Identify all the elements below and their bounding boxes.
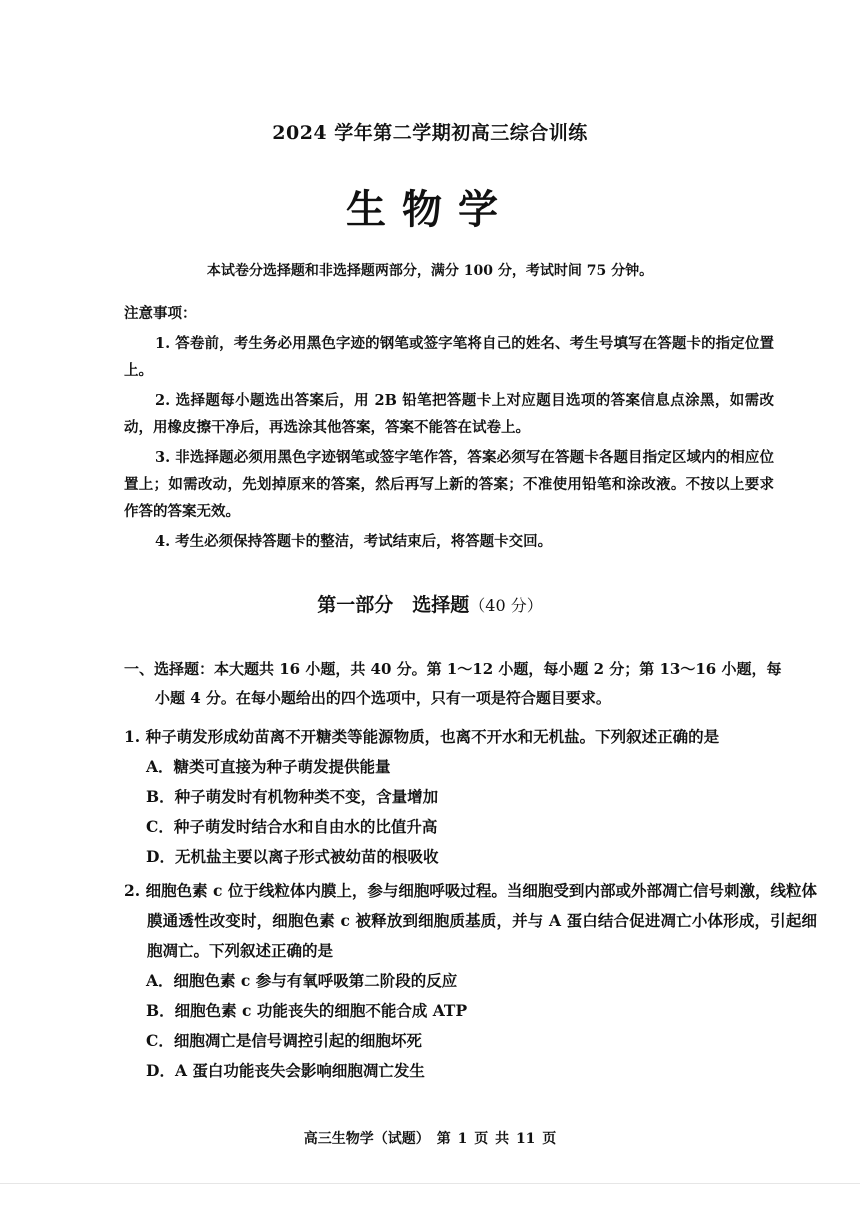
exam-info: 本试卷分选择题和非选择题两部分，满分 100 分，考试时间 75 分钟。 — [206, 263, 654, 279]
part-title — [0, 590, 860, 617]
question-option-a: A．细胞色素 c 参与有氧呼吸第二阶段的反应 — [146, 971, 458, 990]
part-points: （40 分） — [469, 596, 543, 615]
question-option-d: D．A 蛋白功能丧失会影响细胞凋亡发生 — [146, 1061, 425, 1080]
page-footer: 高三生物学（试题） 第 1 页 共 11 页 — [303, 1131, 557, 1147]
notice-item-4: 4. 考生必须保持答题卡的整洁，考试结束后，将答题卡交回。 — [155, 533, 553, 550]
question-1 — [124, 722, 804, 872]
question-list — [124, 722, 817, 1090]
notice-item-3: 3. 非选择题必须用黑色字迹钢笔或签字笔作答，答案必须写在答题卡各题目指定区域内的相应位置上；如需改动，先划掉原来的答案，然后再写上新的答案；不准使用铅笔和涂改液。不按以上要求作答的答案无效。 — [124, 449, 774, 520]
question-option-b: B．细胞色素 c 功能丧失的细胞不能合成 ATP — [146, 1001, 468, 1020]
exam-title: 2024 学年第二学期初高三综合训练 — [272, 122, 588, 144]
notice-list — [124, 330, 774, 558]
notice-item-1: 1. 答卷前，考生务必用黑色字迹的钢笔或签字笔将自己的姓名、考生号填写在答题卡的指定位置上。 — [124, 335, 774, 379]
question-2 — [124, 876, 817, 1086]
notice-item-2: 2. 选择题每小题选出答案后，用 2B 铅笔把答题卡上对应题目选项的答案信息点涂黑，如需改动，用橡皮擦干净后，再选涂其他答案，答案不能答在试卷上。 — [124, 392, 774, 436]
question-option-d: D．无机盐主要以离子形式被幼苗的根吸收 — [146, 847, 439, 866]
scan-edge-divider — [0, 1183, 860, 1184]
question-option-c: C．种子萌发时结合水和自由水的比值升高 — [146, 817, 438, 836]
question-stem: 2. 细胞色素 c 位于线粒体内膜上，参与细胞呼吸过程。当细胞受到内部或外部凋亡信号刺激，线粒体膜通透性改变时，细胞色素 c 被释放到细胞质基质，并与 A 蛋白结合促进凋亡小体形成，引起细胞凋亡。下列叙述正确的是 — [124, 881, 817, 960]
notice-heading: 注意事项： — [124, 305, 197, 322]
part-title-text: 第一部分 选择题 — [317, 594, 470, 616]
section-intro: 一、选择题：本大题共 16 小题，共 40 分。第 1～12 小题，每小题 2 分；第 13～16 小题，每小题 4 分。在每小题给出的四个选项中，只有一项是符合题目要求。 — [124, 660, 782, 707]
subject-title: 生物学 — [346, 186, 514, 233]
question-option-b: B．种子萌发时有机物种类不变，含量增加 — [146, 787, 439, 806]
question-option-a: A．糖类可直接为种子萌发提供能量 — [146, 757, 391, 776]
question-stem: 1. 种子萌发形成幼苗离不开糖类等能源物质，也离不开水和无机盐。下列叙述正确的是 — [124, 727, 720, 746]
question-option-c: C．细胞凋亡是信号调控引起的细胞坏死 — [146, 1031, 422, 1050]
